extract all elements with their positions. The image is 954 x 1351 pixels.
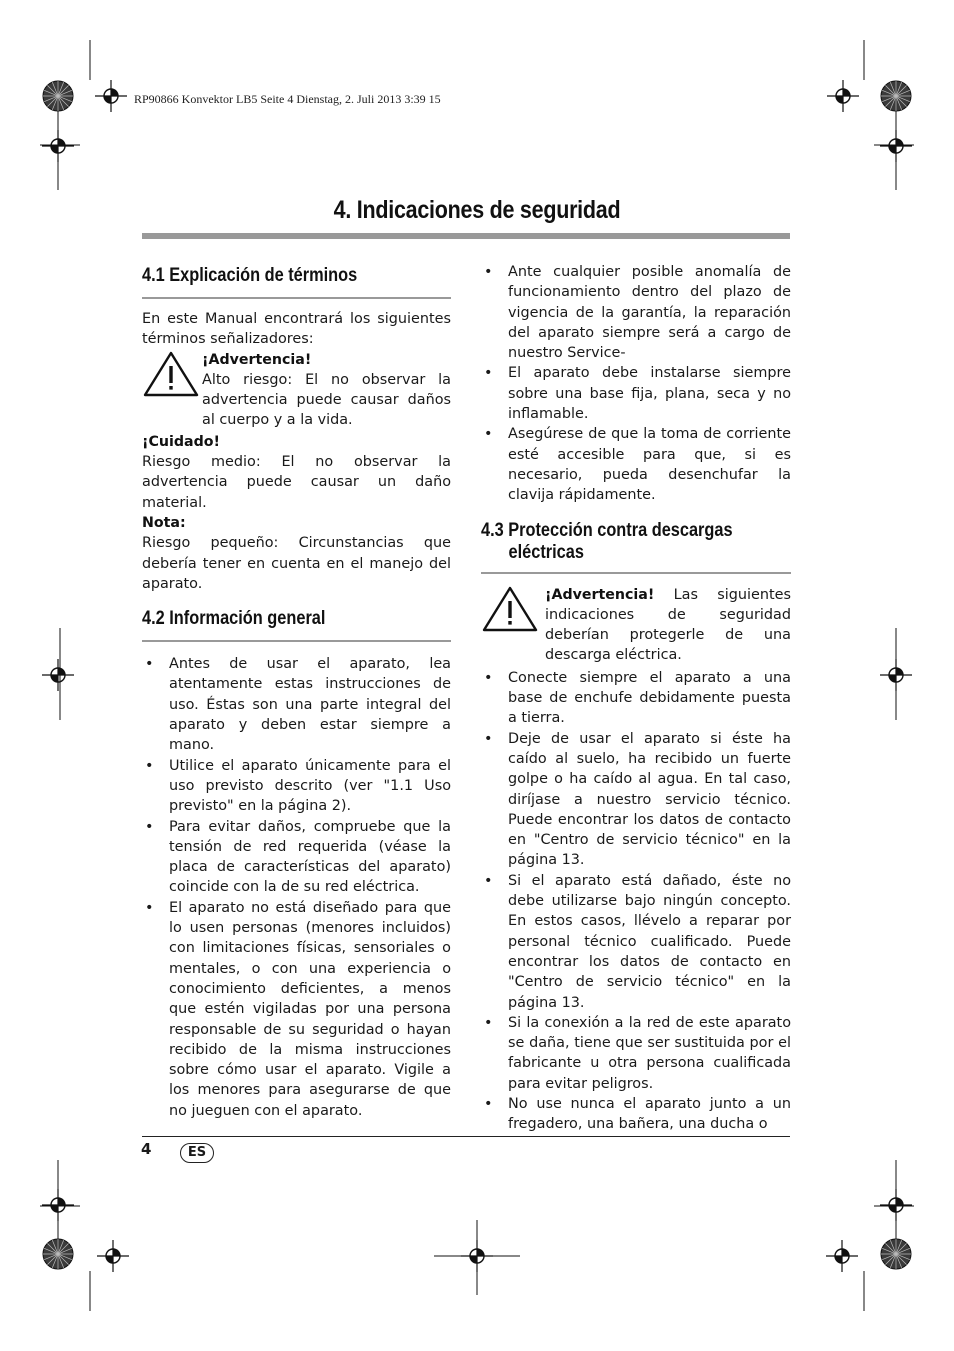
section-rule	[481, 572, 791, 574]
note-label: Nota:	[142, 514, 186, 531]
warning-triangle-icon	[481, 585, 545, 666]
section-4-3-heading-line2: eléctricas	[508, 541, 584, 563]
title-rule	[142, 233, 790, 239]
section-4-2-heading: 4.2 Información general	[142, 608, 326, 630]
warning-label: ¡Advertencia!	[545, 586, 655, 603]
list-item: • Para evitar daños, compruebe que la tensión de red requerida (véase la placa de características del aparato) coincide con la de su red eléctrica.	[142, 817, 451, 898]
print-info: RP90866 Konvektor LB5 Seite 4 Dienstag, 2. Juli 2013 3:39 15	[134, 92, 441, 106]
section-4-3-heading	[481, 520, 748, 564]
right-column	[481, 262, 791, 1135]
caution-text: Riesgo medio: El no observar la advertencia puede causar un daño material.	[142, 454, 451, 511]
warning-triangle-icon	[142, 350, 202, 431]
warning-text: Alto riesgo: El no observar la advertencia puede causar daños al cuerpo y a la vida.	[202, 371, 451, 429]
language-badge: ES	[180, 1143, 214, 1163]
list-item: • Asegúrese de que la toma de corriente esté accesible para que, si es necesario, pueda desenchufar la clavija rápidamente.	[481, 424, 791, 505]
general-info-list	[142, 654, 451, 1121]
left-column	[142, 262, 451, 1121]
section-4-3-heading-line1: 4.3 Protección contra descargas	[481, 519, 733, 541]
section-4-1-heading: 4.1 Explicación de términos	[142, 265, 358, 286]
page-number: 4	[141, 1140, 152, 1158]
list-item: • El aparato no está diseñado para que lo usen personas (menores incluidos) con limitaciones físicas, sensoriales o mentales, o con una experiencia o conocimiento deficientes, a menos que estén vigiladas por una persona responsable de su seguridad o hayan recibido de la misma instrucciones sobre cómo usar el aparato. Vigile a los menores para asegurarse de que no jueguen con el aparato.	[142, 898, 451, 1121]
electric-safety-list	[481, 668, 791, 1135]
list-item: • Si la conexión a la red de este aparato se daña, tiene que ser sustituida por el fabricante u otra persona cualificada para evitar peligros.	[481, 1013, 791, 1094]
list-item: • Antes de usar el aparato, lea atentamente estas instrucciones de uso. Éstas son una parte integral del aparato y deben estar siempre a mano.	[142, 654, 451, 755]
list-item: • Deje de usar el aparato si éste ha caído al suelo, ha recibido un fuerte golpe o ha caído al agua. En tal caso, diríjase a nuestro servicio técnico. Puede encontrar los datos de contacto en "Centro de servicio técnico" en la página 13.	[481, 729, 791, 871]
section-rule	[142, 297, 451, 299]
note-text: Riesgo pequeño: Circunstancias que debería tener en cuenta en el manejo del aparato.	[142, 535, 451, 592]
general-info-list-continued	[481, 262, 791, 506]
section-rule	[142, 640, 451, 642]
caution-label: ¡Cuidado!	[142, 433, 220, 450]
warning-definition	[142, 350, 451, 431]
electric-shock-warning	[481, 585, 791, 666]
list-item: • El aparato debe instalarse siempre sobre una base fija, plana, seca y no inflamable.	[481, 363, 791, 424]
list-item: • No use nunca el aparato junto a un fregadero, una bañera, una ducha o	[481, 1094, 791, 1135]
warning-text: Las siguientes indicaciones de seguridad deberían protegerle de una descarga eléctrica.	[545, 586, 791, 664]
page-title: 4. Indicaciones de seguridad	[333, 196, 621, 224]
warning-label: ¡Advertencia!	[202, 351, 312, 368]
list-item: • Ante cualquier posible anomalía de funcionamiento dentro del plazo de vigencia de la garantía, la reparación del aparato siempre será a cargo de nuestro Service-	[481, 262, 791, 363]
warning-paragraph	[545, 585, 791, 666]
list-item: • Si el aparato está dañado, éste no debe utilizarse bajo ningún concepto. En estos casos, llévelo a reparar por personal técnico cualificado. Puede encontrar los datos de contacto en "Centro de servicio técnico" en la página 13.	[481, 871, 791, 1013]
footer-rule	[142, 1136, 790, 1137]
intro-text: En este Manual encontrará los siguientes términos señalizadores:	[142, 311, 451, 348]
list-item: • Utilice el aparato únicamente para el uso previsto descrito (ver "1.1 Uso previsto" en la página 2).	[142, 756, 451, 817]
list-item: • Conecte siempre el aparato a una base de enchufe debidamente puesta a tierra.	[481, 668, 791, 729]
